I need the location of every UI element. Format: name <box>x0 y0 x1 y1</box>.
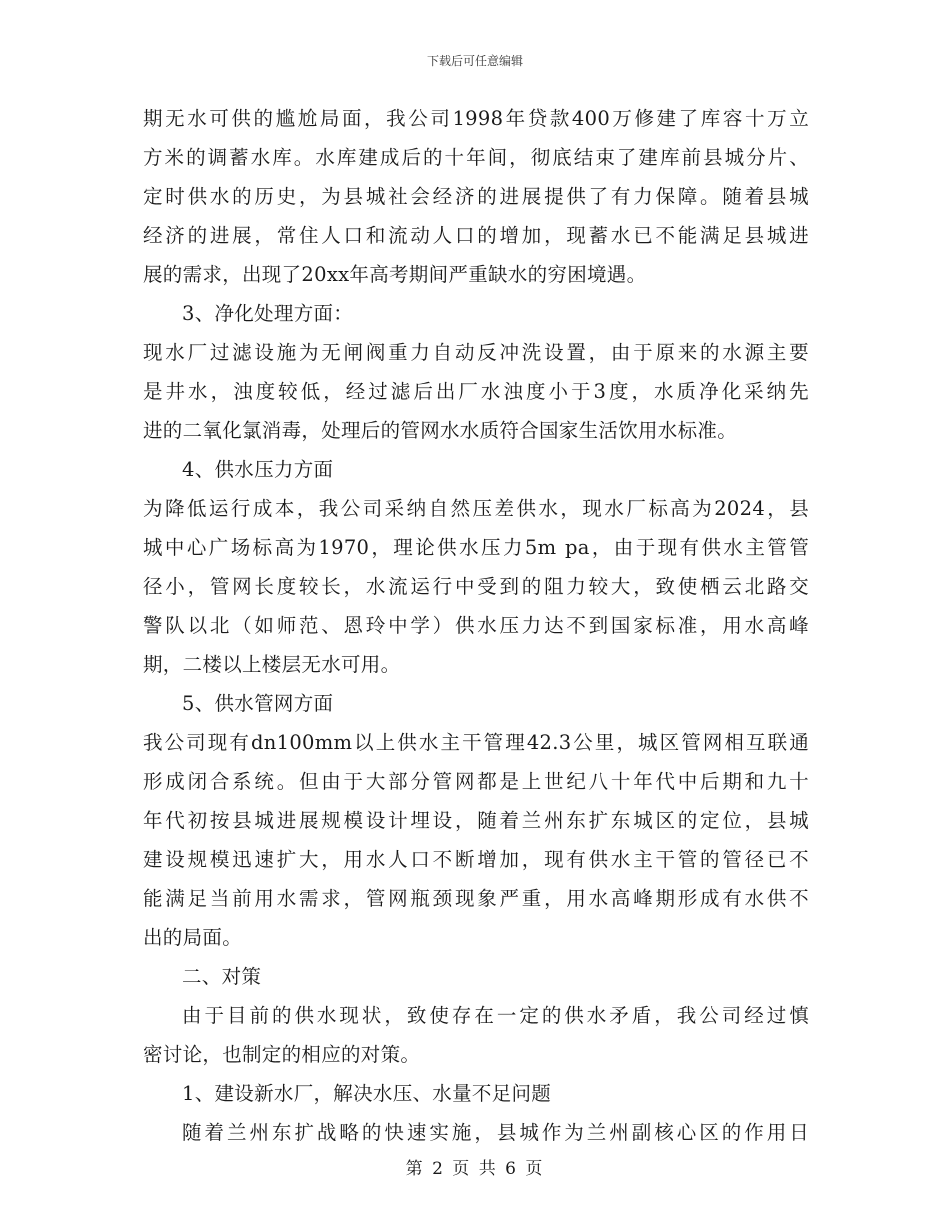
text-line: 期，二楼以上楼层无水可用。 <box>143 653 401 676</box>
section-heading: 3、净化处理方面： <box>182 302 354 325</box>
text-line: 经济的进展，常住人口和流动人口的增加，现蓄水已不能满足县城进 <box>143 224 809 247</box>
text-line: 由于目前的供水现状，致使存在一定的供水矛盾，我公司经过慎 <box>182 1004 809 1027</box>
section-heading: 5、供水管网方面 <box>182 692 334 715</box>
text-line: 期无水可供的尴尬局面，我公司1998年贷款400万修建了库容十万立 <box>143 107 809 130</box>
text-line: 展的需求，出现了20xx年高考期间严重缺水的穷困境遇。 <box>143 263 647 286</box>
text-line: 城中心广场标高为1970，理论供水压力5m pa，由于现有供水主管管 <box>143 536 809 559</box>
text-line: 密讨论，也制定的相应的对策。 <box>143 1043 421 1066</box>
text-line: 现水厂过滤设施为无闸阀重力自动反冲洗设置，由于原来的水源主要 <box>143 341 809 364</box>
text-line: 方米的调蓄水库。水库建成后的十年间，彻底结束了建库前县城分片、 <box>143 146 809 169</box>
text-line: 形成闭合系统。但由于大部分管网都是上世纪八十年代中后期和九十 <box>143 770 809 793</box>
section-heading: 二、对策 <box>182 965 262 988</box>
text-line: 是井水，浊度较低，经过滤后出厂水浊度小于3度，水质净化采纳先 <box>143 380 809 403</box>
text-line: 为降低运行成本，我公司采纳自然压差供水，现水厂标高为2024，县 <box>143 497 809 520</box>
text-line: 定时供水的历史，为县城社会经济的进展提供了有力保障。随着县城 <box>143 185 809 208</box>
text-line: 能满足当前用水需求，管网瓶颈现象严重，用水高峰期形成有水供不 <box>143 887 809 910</box>
text-line: 年代初按县城进展规模设计埋设，随着兰州东扩东城区的定位，县城 <box>143 809 809 832</box>
document-body <box>143 99 809 1152</box>
page-header: 下载后可任意编辑 <box>426 54 523 68</box>
text-line: 进的二氧化氯消毒，处理后的管网水水质符合国家生活饮用水标准。 <box>143 419 738 442</box>
page-footer: 第 2 页 共 6 页 <box>405 1159 545 1179</box>
text-line: 出的局面。 <box>143 926 243 949</box>
section-heading: 1、建设新水厂，解决水压、水量不足问题 <box>182 1082 552 1105</box>
text-line: 我公司现有dn100mm以上供水主干管理42.3公里，城区管网相互联通 <box>143 731 809 754</box>
text-line: 警队以北（如师范、恩玲中学）供水压力达不到国家标准，用水高峰 <box>143 614 809 637</box>
text-line: 建设规模迅速扩大，用水人口不断增加，现有供水主干管的管径已不 <box>143 848 809 871</box>
text-line: 随着兰州东扩战略的快速实施，县城作为兰州副核心区的作用日 <box>182 1121 809 1144</box>
text-line: 径小，管网长度较长，水流运行中受到的阻力较大，致使栖云北路交 <box>143 575 809 598</box>
section-heading: 4、供水压力方面 <box>182 458 334 481</box>
